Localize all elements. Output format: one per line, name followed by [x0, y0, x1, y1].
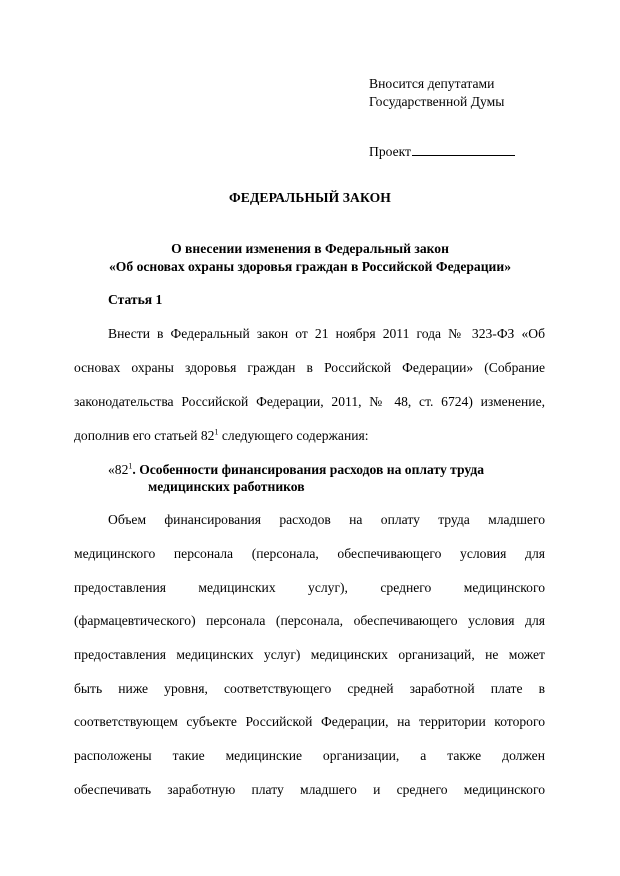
body-line-1: Объем финансирования расходов на оплату труда младшего: [108, 512, 545, 527]
draft-label-text: Проект: [369, 144, 411, 159]
body-line-2: медицинского персонала (персонала, обеспечивающего условия для: [74, 546, 545, 561]
intro-line-4-after: следующего содержания:: [218, 428, 369, 443]
document-type: ФЕДЕРАЛЬНЫЙ ЗАКОН: [229, 190, 391, 205]
intro-line-4-before: дополнив его статьей 82: [74, 428, 215, 443]
body-line-4: (фармацевтического) персонала (персонала, обеспечивающего условия для: [74, 613, 545, 628]
law-title-line-2: «Об основах охраны здоровья граждан в Российской Федерации»: [109, 259, 511, 274]
section-heading-text: . Особенности финансирования расходов на оплату труда: [132, 462, 485, 477]
law-title-line-1: О внесении изменения в Федеральный закон: [171, 241, 449, 256]
intro-line-1: Внести в Федеральный закон от 21 ноября 2011 года № 323-ФЗ «Об: [108, 326, 545, 341]
submitted-by-line-1: Вносится депутатами: [369, 76, 495, 91]
body-line-6: быть ниже уровня, соответствующего средней заработной плате в: [74, 681, 545, 696]
intro-line-4-superscript: 1: [214, 427, 219, 437]
body-line-9: обеспечивать заработную плату младшего и среднего медицинского: [74, 782, 545, 797]
intro-line-3: законодательства Российской Федерации, 2011, № 48, ст. 6724) изменение,: [74, 394, 545, 409]
section-number-superscript: 1: [128, 461, 133, 471]
draft-number-blank: [412, 142, 515, 156]
intro-line-2: основах охраны здоровья граждан в Российской Федерации» (Собрание: [74, 360, 545, 375]
draft-label: [369, 142, 515, 160]
submitted-by-line-2: Государственной Думы: [369, 94, 505, 109]
section-number: «82: [108, 462, 129, 477]
article-heading: Статья 1: [108, 292, 163, 307]
body-line-7: соответствующем субъекте Российской Федерации, на территории которого: [74, 714, 545, 729]
intro-line-4: [74, 428, 545, 444]
body-line-3: предоставления медицинских услуг), среднего медицинского: [74, 580, 545, 595]
body-line-8: расположены такие медицинские организации, а также должен: [74, 748, 545, 763]
section-heading-line-2: медицинских работников: [148, 479, 305, 494]
body-line-5: предоставления медицинских услуг) медицинских организаций, не может: [74, 647, 545, 662]
section-heading-line-1: [108, 462, 484, 478]
